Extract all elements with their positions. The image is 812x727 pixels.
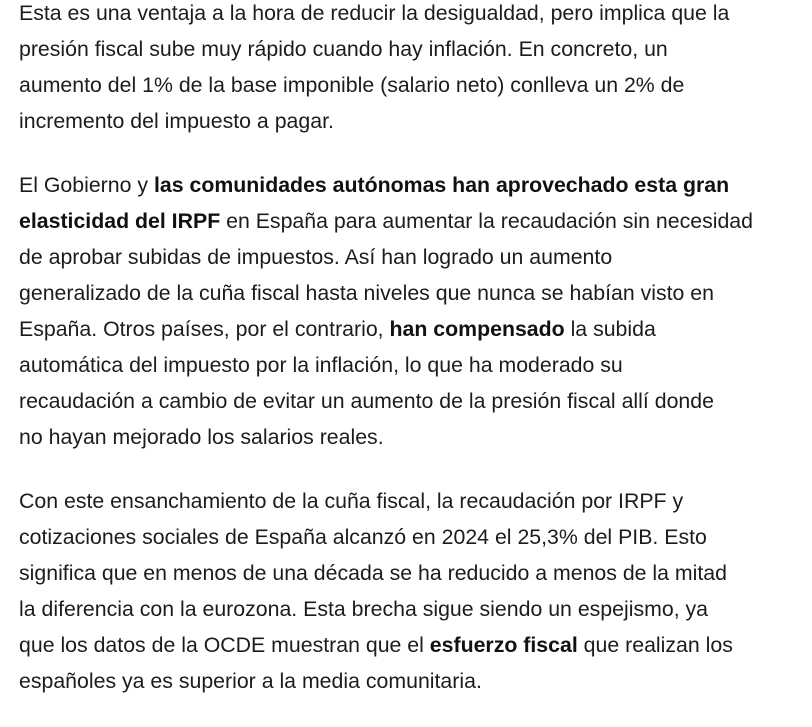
bold-text-segment: han compensado (389, 317, 565, 341)
text-segment: recaudación a cambio de evitar un aumento de la presión fiscal allí donde (19, 389, 714, 413)
text-segment: cotizaciones sociales de España alcanzó en 2024 el 25,3% del PIB. Esto (19, 525, 707, 549)
bold-text-segment: elasticidad del IRPF (19, 209, 221, 233)
text-segment: significa que en menos de una década se ha reducido a menos de la mitad (19, 561, 727, 585)
text-line (19, 275, 812, 311)
text-line (19, 383, 812, 419)
text-segment: que realizan los (577, 633, 733, 657)
text-segment: no hayan mejorado los salarios reales. (19, 425, 384, 449)
text-line (19, 239, 812, 275)
text-segment: la diferencia con la eurozona. Esta brecha sigue siendo un espejismo, ya (19, 597, 709, 621)
text-segment: Con este ensanchamiento de la cuña fiscal, la recaudación por IRPF y (19, 489, 684, 513)
text-line (19, 483, 812, 519)
text-segment: España. Otros países, por el contrario, (19, 317, 390, 341)
article-body (19, 0, 812, 727)
paragraph (19, 0, 812, 139)
text-line (19, 167, 812, 203)
text-line (19, 519, 812, 555)
text-segment: que los datos de la OCDE muestran que el (19, 633, 430, 657)
text-segment: Esta es una ventaja a la hora de reducir la desigualdad, pero implica que la (19, 1, 730, 25)
bold-text-segment: las comunidades autónomas han aprovechado esta gran (153, 173, 730, 197)
text-line (19, 347, 812, 383)
text-line (19, 419, 812, 455)
text-segment: generalizado de la cuña fiscal hasta niveles que nunca se habían visto en (19, 281, 714, 305)
text-segment: de aprobar subidas de impuestos. Así han logrado un aumento (19, 245, 613, 269)
bold-text-segment: esfuerzo fiscal (429, 633, 578, 657)
text-line (19, 663, 812, 699)
paragraph (19, 483, 812, 699)
text-segment: automática del impuesto por la inflación, lo que ha moderado su (19, 353, 623, 377)
text-line (19, 31, 812, 67)
text-line (19, 203, 812, 239)
text-line (19, 0, 812, 31)
paragraph (19, 167, 812, 455)
text-line (19, 591, 812, 627)
text-line (19, 627, 812, 663)
text-line (19, 103, 812, 139)
text-line (19, 311, 812, 347)
text-segment: aumento del 1% de la base imponible (salario neto) conlleva un 2% de (19, 73, 685, 97)
text-segment: españoles ya es superior a la media comunitaria. (19, 669, 482, 693)
text-segment: incremento del impuesto a pagar. (19, 109, 334, 133)
text-line (19, 555, 812, 591)
text-segment: El Gobierno y (19, 173, 154, 197)
text-line (19, 67, 812, 103)
text-segment: la subida (564, 317, 656, 341)
text-segment: presión fiscal sube muy rápido cuando hay inflación. En concreto, un (19, 37, 668, 61)
text-segment: en España para aumentar la recaudación sin necesidad (220, 209, 753, 233)
